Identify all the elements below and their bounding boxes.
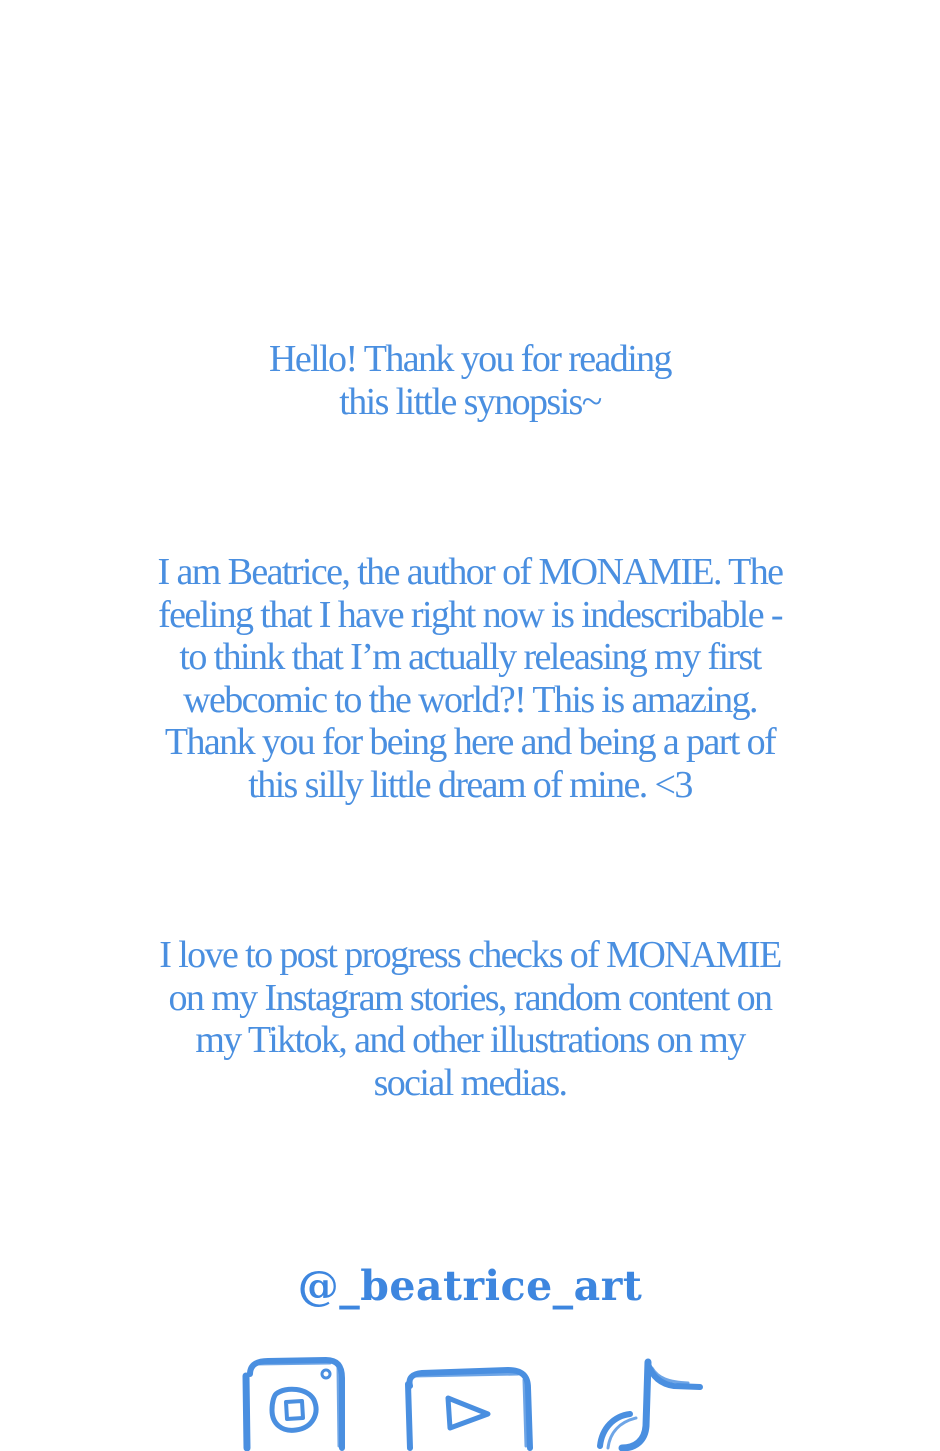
socials-note-line: I love to post progress checks of MONAMIE: [159, 934, 781, 976]
tiktok-icon: [590, 1356, 710, 1451]
intro-line: this little synopsis~: [339, 380, 601, 423]
socials-note-line: social medias.: [373, 1061, 567, 1104]
author-note-text: [0, 551, 940, 807]
socials-note-line: on my Instagram stories, random content on: [168, 976, 772, 1019]
socials-note-line: my Tiktok, and other illustrations on my: [195, 1019, 745, 1062]
author-note-line: I am Beatrice, the author of MONAMIE. The: [157, 551, 783, 593]
author-note-line: feeling that I have right now is indescribable -: [158, 593, 782, 636]
social-handle: @_beatrice_art: [297, 1262, 643, 1310]
youtube-icon: [400, 1356, 540, 1451]
author-note-line: Thank you for being here and being a part of: [164, 721, 776, 764]
intro-line: Hello! Thank you for reading: [269, 338, 671, 380]
author-note-line: webcomic to the world?! This is amazing.: [183, 678, 757, 721]
socials-note-text: [0, 934, 940, 1104]
author-note-line: to think that I’m actually releasing my first: [179, 636, 761, 679]
author-note-line: this silly little dream of mine. <3: [248, 763, 692, 806]
intro-text: [0, 338, 940, 423]
instagram-icon: [238, 1356, 348, 1451]
